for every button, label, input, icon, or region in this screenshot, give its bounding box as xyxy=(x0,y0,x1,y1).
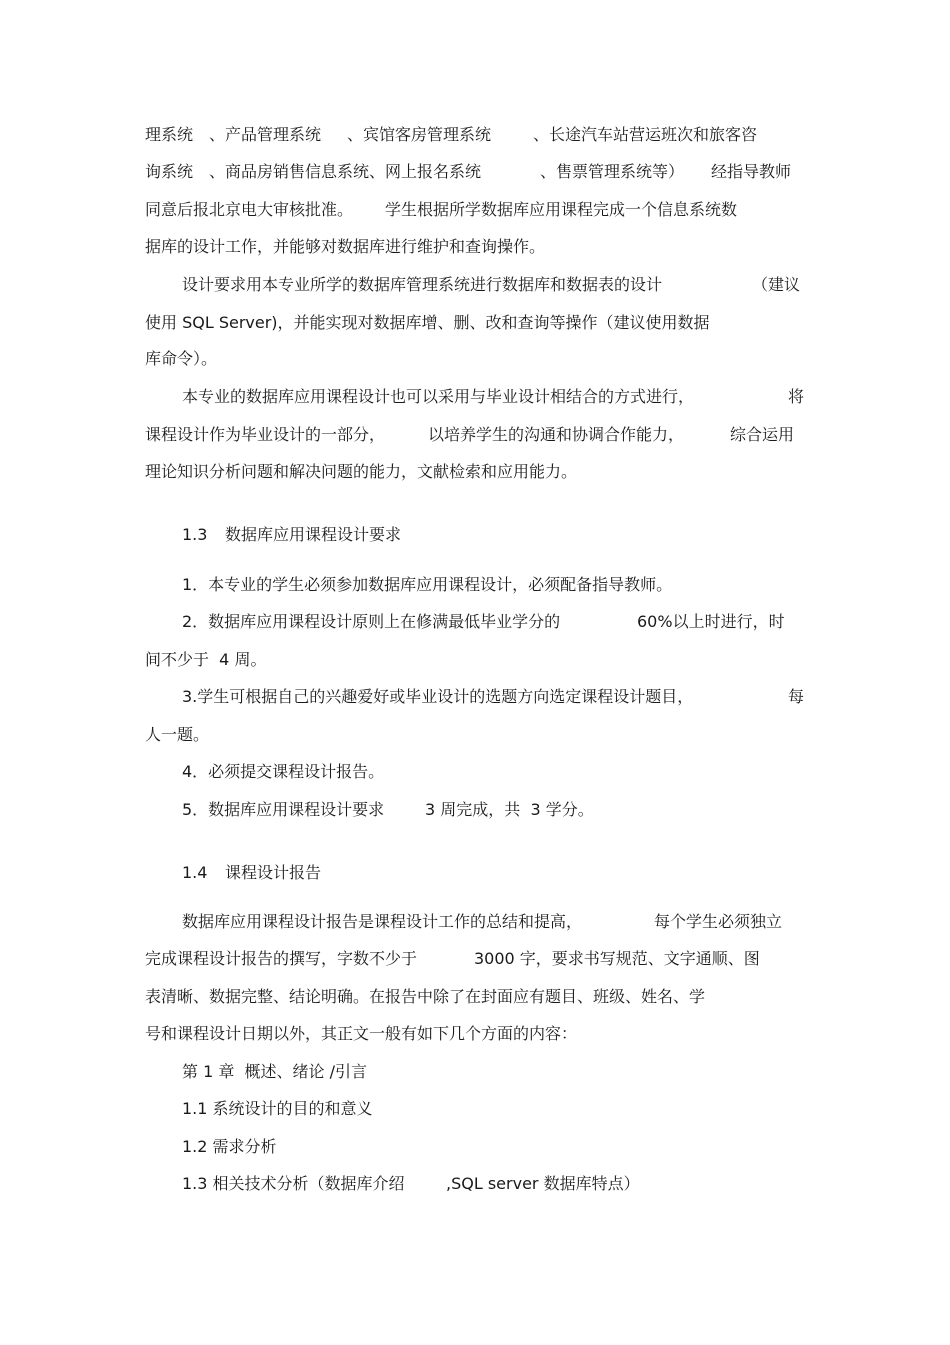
text-segment: 将 xyxy=(788,387,805,406)
text-segment: 2．数据库应用课程设计原则上在修满最低毕业学分的 xyxy=(182,612,561,631)
text-segment: （建议 xyxy=(752,275,801,294)
outline-item-1-1 xyxy=(0,1098,950,1120)
text-segment: 理论知识分析问题和解决问题的能力，文献检索和应用能力。 xyxy=(145,462,578,481)
text-segment: 、宾馆客房管理系统 xyxy=(347,125,492,144)
list-item-1 xyxy=(0,574,950,596)
outline-chapter-1 xyxy=(0,1061,950,1083)
list-item-3-line-2 xyxy=(0,724,950,746)
paragraph-2-line-1 xyxy=(0,274,950,296)
paragraph-3-line-3 xyxy=(0,461,950,483)
text-segment: 、售票管理系统等） xyxy=(540,162,685,181)
text-segment: 数据库应用课程设计报告是课程设计工作的总结和提高， xyxy=(182,912,583,931)
text-segment: 5．数据库应用课程设计要求 xyxy=(182,800,385,819)
text-segment: 综合运用 xyxy=(730,425,795,444)
section-heading-1-4 xyxy=(0,862,950,884)
text-segment: 理系统 xyxy=(145,125,194,144)
text-segment: 1.2 需求分析 xyxy=(182,1137,277,1156)
outline-item-1-3 xyxy=(0,1173,950,1195)
text-segment: 4．必须提交课程设计报告。 xyxy=(182,762,385,781)
text-segment: 完成课程设计报告的撰写，字数不少于 xyxy=(145,949,418,968)
text-segment: 1．本专业的学生必须参加数据库应用课程设计，必须配备指导教师。 xyxy=(182,575,673,594)
text-segment: 询系统 xyxy=(145,162,194,181)
text-segment: 3 周完成，共 3 学分。 xyxy=(425,800,594,819)
paragraph-1-line-4 xyxy=(0,236,950,258)
list-item-4 xyxy=(0,761,950,783)
text-segment: 每 xyxy=(788,687,805,706)
text-segment: 库命令）。 xyxy=(145,349,218,368)
text-segment: 、长途汽车站营运班次和旅客咨 xyxy=(533,125,758,144)
text-segment: 同意后报北京电大审核批准。 xyxy=(145,200,354,219)
report-paragraph-line-4 xyxy=(0,1023,950,1045)
text-segment: 号和课程设计日期以外，其正文一般有如下几个方面的内容： xyxy=(145,1024,578,1043)
text-segment: 每个学生必须独立 xyxy=(654,912,783,931)
outline-item-1-2 xyxy=(0,1136,950,1158)
paragraph-1-line-1 xyxy=(0,124,950,146)
text-segment: 课程设计作为毕业设计的一部分， xyxy=(145,425,386,444)
section-title: 课程设计报告 xyxy=(225,863,322,882)
section-title: 数据库应用课程设计要求 xyxy=(225,525,402,544)
section-number: 1.4 xyxy=(182,863,208,882)
list-item-5 xyxy=(0,799,950,821)
text-segment: 本专业的数据库应用课程设计也可以采用与毕业设计相结合的方式进行， xyxy=(182,387,695,406)
report-paragraph-line-3 xyxy=(0,986,950,1008)
paragraph-1-line-3 xyxy=(0,199,950,221)
text-segment: 经指导教师 xyxy=(711,162,792,181)
text-segment: 人一题。 xyxy=(145,725,210,744)
text-segment: 表清晰、数据完整、结论明确。在报告中除了在封面应有题目、班级、姓名、学 xyxy=(145,987,706,1006)
section-number: 1.3 xyxy=(182,525,208,544)
list-item-2-line-2 xyxy=(0,649,950,671)
paragraph-2-line-3 xyxy=(0,348,950,370)
text-segment: 间不少于 4 周。 xyxy=(145,650,267,669)
text-segment: 据库的设计工作，并能够对数据库进行维护和查询操作。 xyxy=(145,237,546,256)
paragraph-1-line-2 xyxy=(0,161,950,183)
list-item-3-line-1 xyxy=(0,686,950,708)
text-segment: 60%以上时进行，时 xyxy=(637,612,785,631)
report-paragraph-line-1 xyxy=(0,911,950,933)
text-segment: ,SQL server 数据库特点） xyxy=(446,1174,640,1193)
text-segment: 、商品房销售信息系统、网上报名系统 xyxy=(209,162,482,181)
text-segment: 1.1 系统设计的目的和意义 xyxy=(182,1099,373,1118)
text-segment: 、产品管理系统 xyxy=(209,125,322,144)
text-segment: 第 1 章 概述、绪论 /引言 xyxy=(182,1062,368,1081)
text-segment: 以培养学生的沟通和协调合作能力， xyxy=(428,425,685,444)
paragraph-3-line-1 xyxy=(0,386,950,408)
text-segment: 1.3 相关技术分析（数据库介绍 xyxy=(182,1174,405,1193)
report-paragraph-line-2 xyxy=(0,948,950,970)
text-segment: 3.学生可根据自己的兴趣爱好或毕业设计的选题方向选定课程设计题目， xyxy=(182,687,694,706)
paragraph-2-line-2 xyxy=(0,312,950,334)
section-heading-1-3 xyxy=(0,524,950,546)
list-item-2-line-1 xyxy=(0,611,950,633)
paragraph-3-line-2 xyxy=(0,424,950,446)
text-segment: 使用 SQL Server)，并能实现对数据库增、删、改和查询等操作（建议使用数据 xyxy=(145,313,710,332)
text-segment: 设计要求用本专业所学的数据库管理系统进行数据库和数据表的设计 xyxy=(182,275,663,294)
text-segment: 3000 字，要求书写规范、文字通顺、图 xyxy=(474,949,760,968)
text-segment: 学生根据所学数据库应用课程完成一个信息系统数 xyxy=(385,200,738,219)
